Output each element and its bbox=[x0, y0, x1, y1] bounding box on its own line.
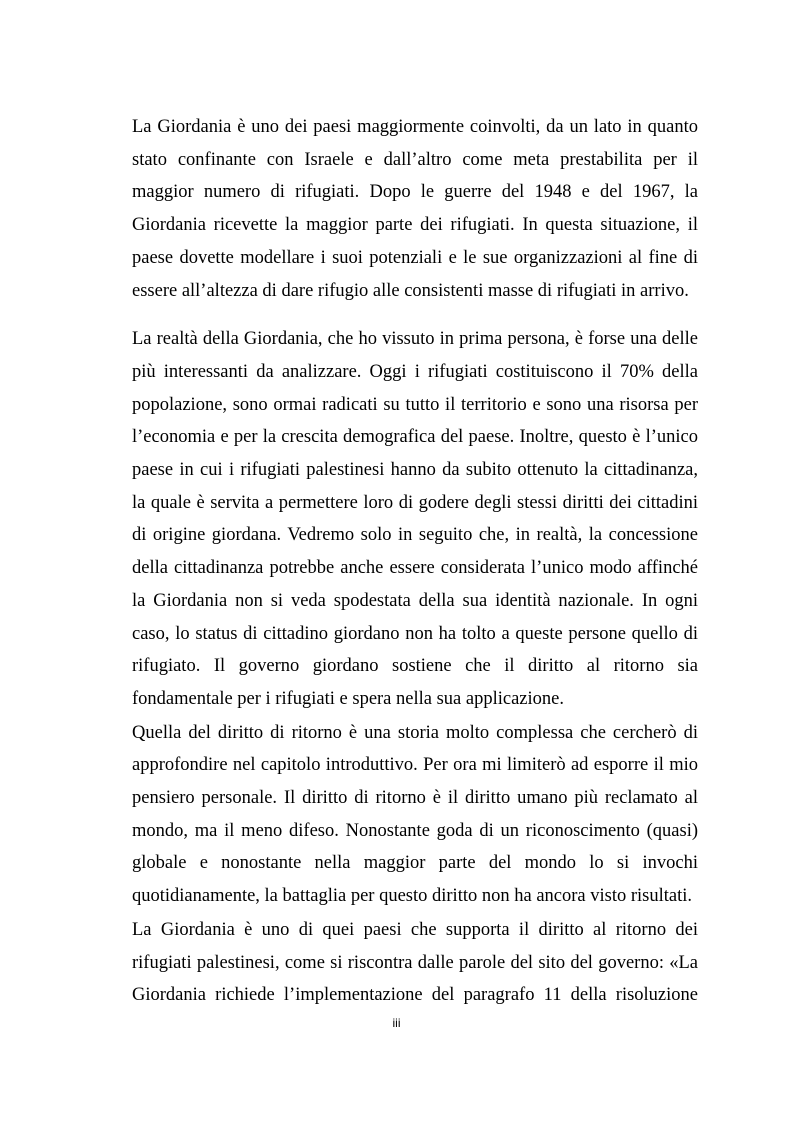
text-line: fondamentale per i rifugiati e spera nella sua applicazione. bbox=[132, 688, 564, 709]
text-line: la Giordania non si veda spodestata della sua identità nazionale. In ogni bbox=[132, 590, 698, 611]
text-line: della cittadinanza potrebbe anche essere considerata l’unico modo affinché bbox=[132, 558, 698, 579]
page-number: iii bbox=[392, 1016, 401, 1030]
text-line: più interessanti da analizzare. Oggi i rifugiati costituiscono il 70% della bbox=[132, 361, 698, 382]
text-line: popolazione, sono ormai radicati su tutto il territorio e sono una risorsa per bbox=[132, 394, 698, 415]
text-line: caso, lo status di cittadino giordano non ha tolto a queste persone quello di bbox=[132, 623, 698, 644]
paragraph bbox=[132, 323, 698, 715]
text-line: Giordania richiede l’implementazione del paragrafo 11 della risoluzione bbox=[132, 985, 698, 1006]
text-line: La Giordania è uno dei paesi maggiormente coinvolti, da un lato in quanto bbox=[132, 117, 698, 137]
paragraph bbox=[132, 914, 698, 1012]
text-line: rifugiati palestinesi, come si riscontra dalle parole del sito del governo: «La bbox=[132, 952, 698, 973]
text-line: quotidianamente, la battaglia per questo diritto non ha ancora visto risultati. bbox=[132, 886, 692, 907]
text-line: la quale è servita a permettere loro di godere degli stessi diritti dei cittadini bbox=[132, 492, 698, 513]
text-line: approfondire nel capitolo introduttivo. Per ora mi limiterò ad esporre il mio bbox=[132, 755, 698, 776]
paragraph bbox=[132, 111, 698, 307]
text-line: globale e nonostante nella maggior parte del mondo lo si invochi bbox=[132, 853, 698, 874]
text-line: Giordania ricevette la maggior parte dei rifugiati. In questa situazione, il bbox=[132, 215, 698, 236]
text-line: pensiero personale. Il diritto di ritorno è il diritto umano più reclamato al bbox=[132, 788, 698, 809]
text-line: essere all’altezza di dare rifugio alle consistenti masse di rifugiati in arrivo. bbox=[132, 280, 689, 301]
text-line: La Giordania è uno di quei paesi che supporta il diritto al ritorno dei bbox=[132, 919, 698, 940]
text-line: Quella del diritto di ritorno è una storia molto complessa che cercherò di bbox=[132, 722, 698, 743]
text-line: mondo, ma il meno difeso. Nonostante goda di un riconoscimento (quasi) bbox=[132, 820, 698, 841]
text-line: stato confinante con Israele e dall’altro come meta prestabilita per il bbox=[132, 149, 698, 170]
text-line: di origine giordana. Vedremo solo in seguito che, in realtà, la concessione bbox=[132, 525, 698, 546]
paragraph bbox=[132, 717, 698, 913]
text-line: rifugiato. Il governo giordano sostiene che il diritto al ritorno sia bbox=[132, 656, 698, 677]
text-line: l’economia e per la crescita demografica del paese. Inoltre, questo è l’unico bbox=[132, 427, 698, 448]
text-line: paese dovette modellare i suoi potenziali e le sue organizzazioni al fine di bbox=[132, 247, 698, 268]
text-line: paese in cui i rifugiati palestinesi hanno da subito ottenuto la cittadinanza, bbox=[132, 460, 698, 481]
text-line: La realtà della Giordania, che ho vissuto in prima persona, è forse una delle bbox=[132, 329, 698, 350]
document-body bbox=[132, 111, 698, 1012]
text-line: maggior numero di rifugiati. Dopo le guerre del 1948 e del 1967, la bbox=[132, 182, 698, 203]
